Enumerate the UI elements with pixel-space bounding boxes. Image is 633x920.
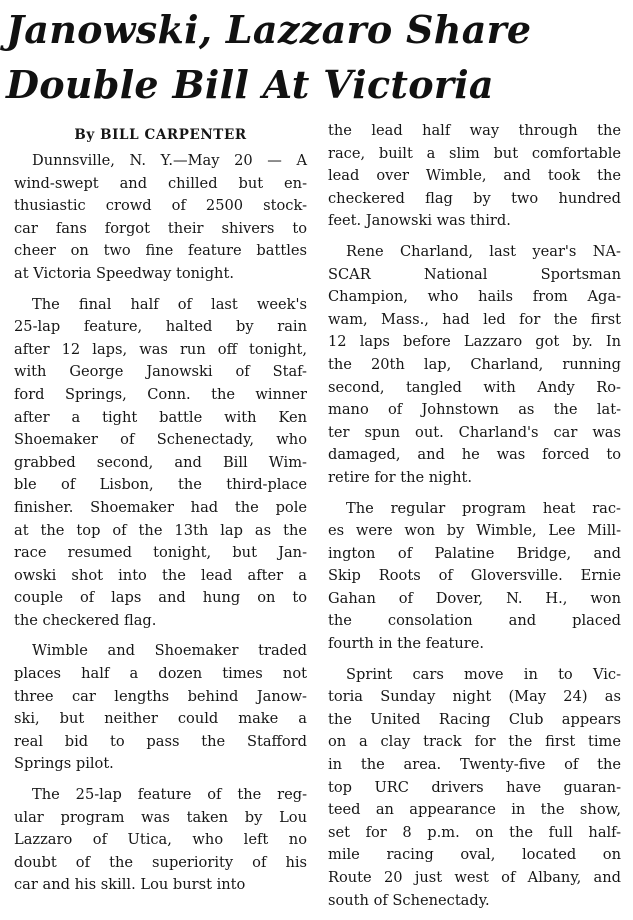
article-line: checkered flag by two hundred (328, 189, 621, 207)
article-line: doubt of the superiority of his (14, 853, 307, 871)
article-line: Route 20 just west of Albany, and (328, 869, 621, 886)
article-line: wind-swept and chilled but en- (14, 174, 307, 192)
article-paragraph (328, 120, 621, 233)
article-line: grabbed second, and Bill Wim- (14, 453, 307, 471)
article-line: at the top of the 13th lap as the (14, 521, 307, 539)
article-line: The 25-lap feature of the reg- (32, 786, 307, 804)
article-line: The final half of last week's (32, 295, 307, 313)
article-line: fourth in the feature. (328, 635, 484, 653)
article-line: 12 laps before Lazzaro got by. In (328, 333, 621, 351)
article-line: the United Racing Club appears (328, 710, 621, 728)
byline: By BILL CARPENTER (74, 127, 247, 143)
article-paragraph (14, 640, 307, 776)
article-line: the lead half way through the (328, 122, 621, 139)
article-paragraph (14, 150, 307, 286)
article-line: mile racing oval, located on (328, 846, 621, 864)
article-line: race resumed tonight, but Jan- (14, 544, 307, 562)
article-line: SCAR National Sportsman (328, 265, 621, 283)
article-line: ble of Lisbon, the third-place (14, 476, 307, 494)
article-line: damaged, and he was forced to (328, 446, 621, 464)
article-paragraph (328, 664, 621, 913)
article-line: lead over Wimble, and took the (328, 167, 621, 185)
article-line: Skip Roots of Gloversville. Ernie (328, 567, 621, 585)
article-line: es were won by Wimble, Lee Mill- (328, 522, 621, 540)
article-line: Sprint cars move in to Vic- (346, 665, 621, 683)
article-line: south of Schenectady. (328, 891, 490, 909)
article-line: places half a dozen times not (14, 665, 307, 683)
article-line: The regular program heat rac- (346, 499, 621, 517)
article-line: Lazzaro of Utica, who left no (14, 831, 307, 849)
article-line: car fans forgot their shivers to (14, 219, 307, 237)
article-line: toria Sunday night (May 24) as (328, 688, 621, 706)
headline-line-1: Janowski, Lazzaro Share (6, 7, 532, 52)
article-line: owski shot into the lead after a (14, 566, 307, 584)
article-line: top URC drivers have guaran- (328, 778, 621, 796)
article-paragraph (328, 241, 621, 490)
article-line: the 20th lap, Charland, running (328, 355, 621, 373)
article-line: wam, Mass., had led for the first (328, 310, 621, 328)
article-line: Champion, who hails from Aga- (328, 288, 621, 306)
article-paragraph (14, 294, 307, 633)
article-line: thusiastic crowd of 2500 stock- (14, 197, 307, 215)
article-line: retire for the night. (328, 468, 473, 486)
article-line: after 12 laps, was run off tonight, (14, 340, 307, 358)
article-line: ington of Palatine Bridge, and (328, 544, 621, 562)
article-line: three car lengths behind Janow- (14, 687, 307, 705)
article-line: the checkered flag. (14, 611, 157, 629)
article-line: with George Janowski of Staf- (14, 363, 307, 381)
article-line: Gahan of Dover, N. H., won (328, 589, 621, 607)
article-line: mano of Johnstown as the lat- (328, 401, 621, 419)
article-line: Rene Charland, last year's NA- (346, 242, 621, 260)
article-line: on a clay track for the first time (328, 733, 621, 751)
article-line: 25-lap feature, halted by rain (14, 318, 307, 336)
article-line: feet. Janowski was third. (328, 212, 511, 230)
article-line: Dunnsville, N. Y.—May 20 — A (32, 152, 307, 169)
article-line: teed an appearance in the show, (328, 801, 621, 819)
article-line: ular program was taken by Lou (14, 808, 307, 826)
left-column (14, 124, 307, 905)
article-paragraph (14, 784, 307, 897)
article-line: ski, but neither could make a (14, 710, 307, 728)
article-line: car and his skill. Lou burst into (14, 876, 246, 894)
article-line: race, built a slim but comfortable (328, 144, 621, 162)
article-line: in the area. Twenty-five of the (328, 756, 621, 774)
article-line: ford Springs, Conn. the winner (14, 385, 307, 403)
article-line: at Victoria Speedway tonight. (14, 264, 234, 282)
article-line: couple of laps and hung on to (14, 589, 307, 607)
article-line: Wimble and Shoemaker traded (32, 642, 307, 660)
article-line: ter spun out. Charland's car was (328, 423, 621, 441)
article-line: after a tight battle with Ken (14, 408, 307, 426)
article-line: cheer on two fine feature battles (14, 242, 307, 260)
article-line: second, tangled with Andy Ro- (328, 378, 621, 396)
right-column (328, 120, 621, 920)
article-line: the consolation and placed (328, 612, 621, 630)
article-line: Shoemaker of Schenectady, who (14, 431, 307, 449)
article-line: set for 8 p.m. on the full half- (328, 823, 621, 841)
headline (6, 2, 631, 112)
article-line: real bid to pass the Stafford (14, 732, 307, 750)
article-paragraph (328, 498, 621, 656)
article-line: finisher. Shoemaker had the pole (14, 498, 307, 516)
headline-line-2: Double Bill At Victoria (6, 62, 494, 107)
article-line: Springs pilot. (14, 755, 114, 773)
